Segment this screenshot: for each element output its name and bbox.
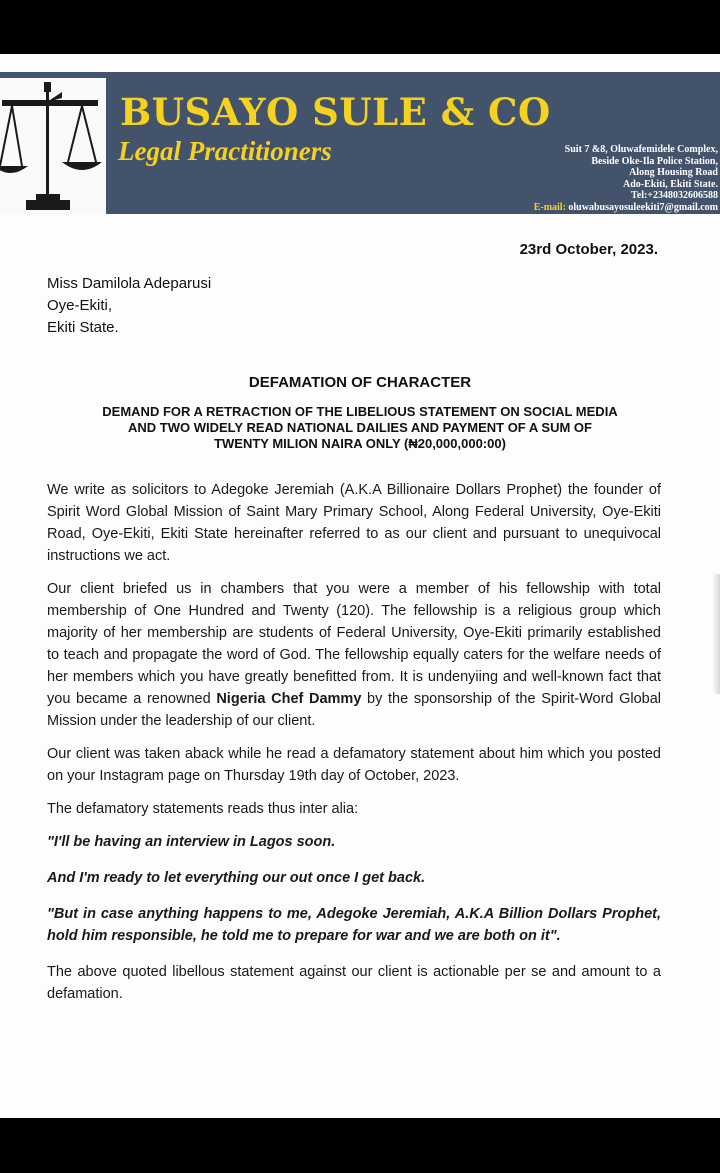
- email-label: E-mail:: [533, 201, 566, 213]
- phone-line: Tel:+2348032606588: [631, 190, 718, 201]
- address-line: Beside Oke-Ila Police Station,: [591, 155, 718, 167]
- email-value: oluwabusayosuleekiti7@gmail.com: [568, 201, 718, 213]
- email-line: [534, 202, 718, 214]
- letter-page: [0, 54, 720, 1118]
- letter-body: [47, 479, 661, 1016]
- address-line: Ado-Ekiti, Ekiti State.: [622, 178, 718, 190]
- paragraph-text: Our client briefed us in chambers that you were a member of his fellowship with total membership of One Hundred and Twenty (120). The fellowship is a religious group which majority of her membership are students of Federal University, Oye-Ekiti primarily established to teach and propagate the word of God. The fellowship equally caters for the welfare needs of her members which you have greatly benefitted from. It is undenyiing and well-known fact that you became a renowned: [47, 581, 661, 707]
- address-line: Along Housing Road: [629, 167, 718, 178]
- recipient-name: Miss Damilola Adeparusi: [47, 275, 212, 292]
- page-edge-shadow: [712, 574, 720, 694]
- quote: "But in case anything happens to me, Adegoke Jeremiah, A.K.A Billion Dollars Prophet, hold him responsible, he told me to prepare for war and we are both on it".: [47, 906, 661, 944]
- paragraph: [47, 578, 661, 732]
- bold-text: Nigeria Chef Dammy: [216, 691, 362, 707]
- firm-address: [534, 144, 718, 213]
- paragraph: Our client was taken aback while he read a defamatory statement about him which you posted on your Instagram page on Thursday 19th day of October, 2023.: [47, 746, 661, 784]
- firm-subtitle: Legal Practitioners: [118, 136, 332, 166]
- paragraph: The above quoted libellous statement against our client is actionable per se and amount to a defamation.: [47, 964, 661, 1002]
- subject-line: AND TWO WIDELY READ NATIONAL DAILIES AND PAYMENT OF A SUM OF: [128, 420, 592, 435]
- paragraph: The defamatory statements reads thus inter alia:: [47, 801, 359, 817]
- letter-date: 23rd October, 2023.: [519, 241, 658, 258]
- scales-of-justice-icon: [0, 78, 106, 214]
- recipient-address: [47, 273, 211, 339]
- paragraph-text: by the sponsorship of the Spirit-Word Global Mission under the leadership of our client.: [47, 691, 662, 729]
- subject-line: DEMAND FOR A RETRACTION OF THE LIBELIOUS STATEMENT ON SOCIAL MEDIA: [102, 404, 618, 419]
- letterhead: [0, 72, 720, 214]
- firm-name: BUSAYO SULE & CO: [120, 90, 551, 134]
- address-line: Suit 7 &8, Oluwafemidele Complex,: [564, 144, 718, 155]
- recipient-line: Oye-Ekiti,: [47, 297, 113, 314]
- recipient-line: Ekiti State.: [47, 319, 119, 336]
- subject-line: TWENTY MILION NAIRA ONLY (₦20,000,000:00): [214, 436, 506, 451]
- letter-subject: [40, 404, 680, 452]
- letter-title: DEFAMATION OF CHARACTER: [248, 374, 472, 391]
- paragraph: We write as solicitors to Adegoke Jeremiah (A.K.A Billionaire Dollars Prophet) the founder of Spirit Word Global Mission of Saint Mary Primary School, Along Federal University, Oye-Ekiti Road, Oye-Ekiti, Ekiti State hereinafter referred to as our client and pursuant to unequivocal instructions we act.: [47, 482, 661, 564]
- quote: And I'm ready to let everything our out once I get back.: [47, 870, 426, 886]
- logo: [0, 78, 106, 214]
- quote: "I'll be having an interview in Lagos soon.: [47, 834, 336, 850]
